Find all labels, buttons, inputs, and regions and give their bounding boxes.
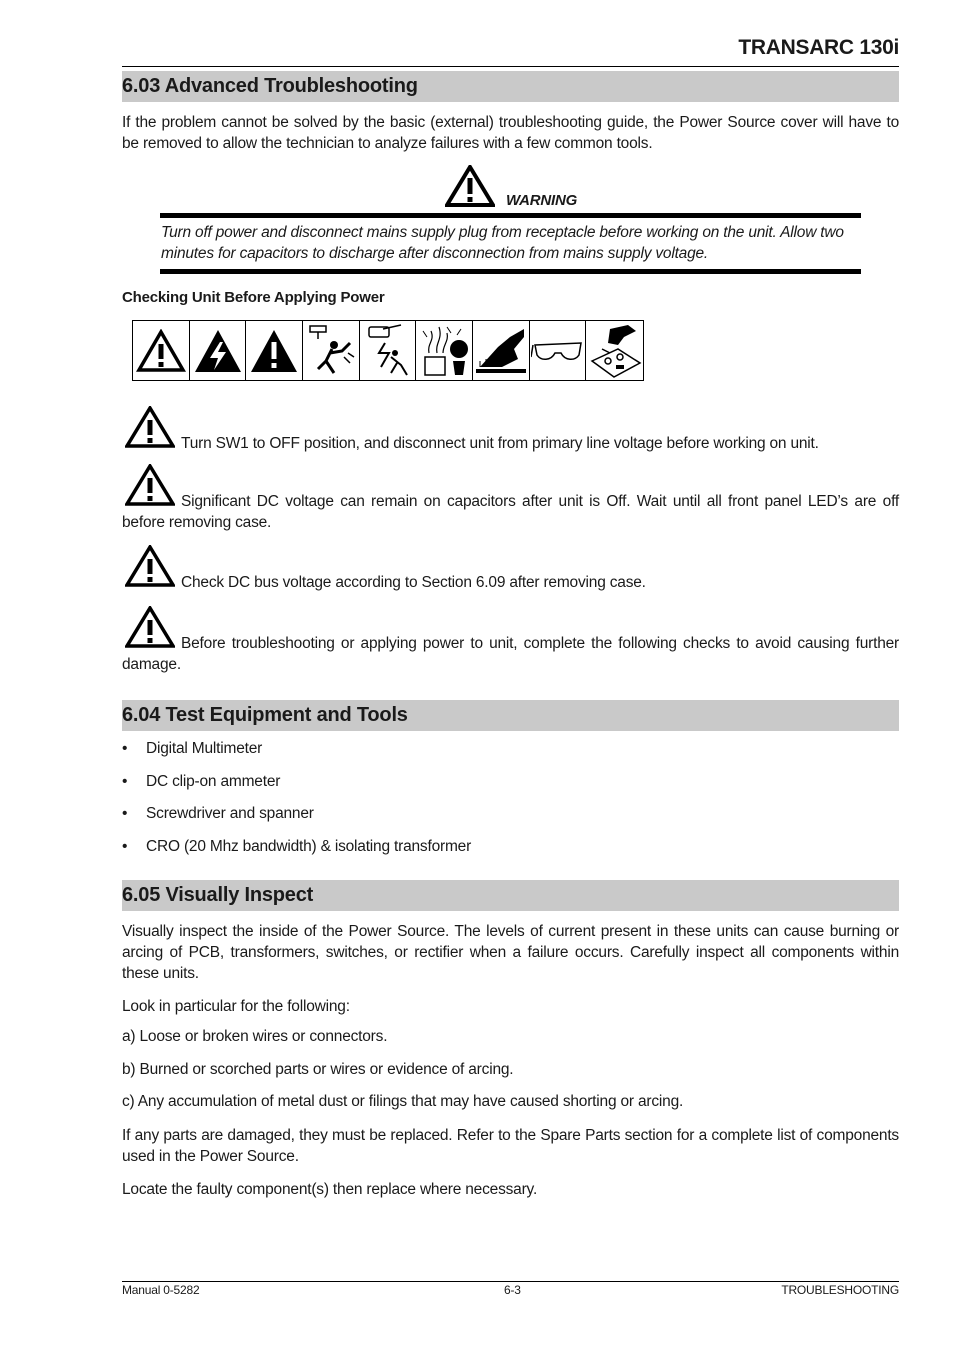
- list-item: [122, 773, 280, 791]
- caution-item: [122, 406, 899, 454]
- look-for-text: Look in particular for the following:: [122, 998, 350, 1015]
- section-603-heading: 6.03 Advanced Troubleshooting: [122, 75, 418, 97]
- safety-glasses-icon: [530, 321, 587, 380]
- warning-text: Turn off power and disconnect mains supply plug from receptacle before working on the unit. Allow two minutes for capacitors to discharge after disconnection from mains supply voltage.: [161, 224, 844, 262]
- document-title: TRANSARC 130i: [738, 36, 899, 59]
- caution-triangle-icon: [133, 321, 190, 380]
- caution-text: Significant DC voltage can remain on capacitors after unit is Off. Wait until all front panel LED’s are off before removing case.: [122, 493, 899, 531]
- section-605-header: [122, 880, 899, 911]
- list-item: [122, 740, 262, 758]
- hot-surface-glove-icon: [473, 321, 530, 380]
- list-item-text: CRO (20 Mhz bandwidth) & isolating transformer: [146, 838, 472, 855]
- caution-item: [122, 606, 899, 675]
- section-604-heading: 6.04 Test Equipment and Tools: [122, 704, 408, 726]
- list-item: [122, 805, 314, 823]
- list-item: c) Any accumulation of metal dust or filings that may have caused shorting or arcing.: [122, 1093, 684, 1110]
- bullet-icon: •: [122, 740, 128, 757]
- warning-triangle-icon: [445, 165, 495, 212]
- warning-bottom-rule: [160, 269, 861, 274]
- list-item: b) Burned or scorched parts or wires or evidence of arcing.: [122, 1061, 514, 1078]
- section-605-intro: Visually inspect the inside of the Power Source. The levels of current present in these units can cause burning or arcing of PCB, transformers, switches, or rectifier when a failure occurs. Carefully inspect all components within these units.: [122, 923, 899, 982]
- caution-item: [122, 464, 899, 533]
- bullet-icon: •: [122, 773, 128, 790]
- section-603-intro: If the problem cannot be solved by the basic (external) troubleshooting guide, the Power Source cover will have to be removed to allow the technician to analyze failures with a few common tools.: [122, 114, 899, 152]
- safety-icon-strip: [132, 320, 644, 381]
- section-604-header: [122, 700, 899, 731]
- list-item-text: Digital Multimeter: [146, 740, 263, 757]
- caution-text: Turn SW1 to OFF position, and disconnect unit from primary line voltage before working on unit.: [181, 435, 819, 452]
- header-rule: [122, 66, 899, 67]
- locate-note: Locate the faulty component(s) then replace where necessary.: [122, 1181, 538, 1198]
- caution-triangle-icon: [125, 464, 175, 512]
- footer-manual: Manual 0-5282: [122, 1283, 200, 1297]
- welding-arc-hazard-icon: [303, 321, 360, 380]
- footer-rule: [122, 1281, 899, 1282]
- caution-triangle-icon: [125, 406, 175, 454]
- section-603-header: [122, 71, 899, 102]
- bullet-icon: •: [122, 805, 128, 822]
- bullet-icon: •: [122, 838, 128, 855]
- list-item-text: Screwdriver and spanner: [146, 805, 314, 822]
- warning-exclamation-icon: [246, 321, 303, 380]
- list-item: a) Loose or broken wires or connectors.: [122, 1028, 388, 1045]
- circuit-board-hand-icon: [586, 321, 643, 380]
- list-item: [122, 838, 471, 856]
- caution-triangle-icon: [125, 545, 175, 593]
- caution-text: Check DC bus voltage according to Section 6.09 after removing case.: [181, 574, 646, 591]
- caution-triangle-icon: [125, 606, 175, 654]
- section-605-heading: 6.05 Visually Inspect: [122, 884, 314, 906]
- footer-section: TROUBLESHOOTING: [781, 1283, 899, 1297]
- warning-label: WARNING: [506, 192, 578, 209]
- list-item-text: DC clip-on ammeter: [146, 773, 281, 790]
- check-heading: Checking Unit Before Applying Power: [122, 289, 385, 306]
- fumes-fire-icon: [416, 321, 473, 380]
- warning-top-rule: [160, 213, 861, 218]
- electric-shock-icon: [190, 321, 247, 380]
- caution-text: Before troubleshooting or applying power to unit, complete the following checks to avoid causing further damage.: [122, 635, 899, 673]
- footer-page-number: 6-3: [504, 1283, 521, 1297]
- replace-note: If any parts are damaged, they must be replaced. Refer to the Spare Parts section for a complete list of components used in the Power Source.: [122, 1127, 899, 1165]
- electrode-shock-icon: [360, 321, 417, 380]
- caution-item: [122, 545, 899, 593]
